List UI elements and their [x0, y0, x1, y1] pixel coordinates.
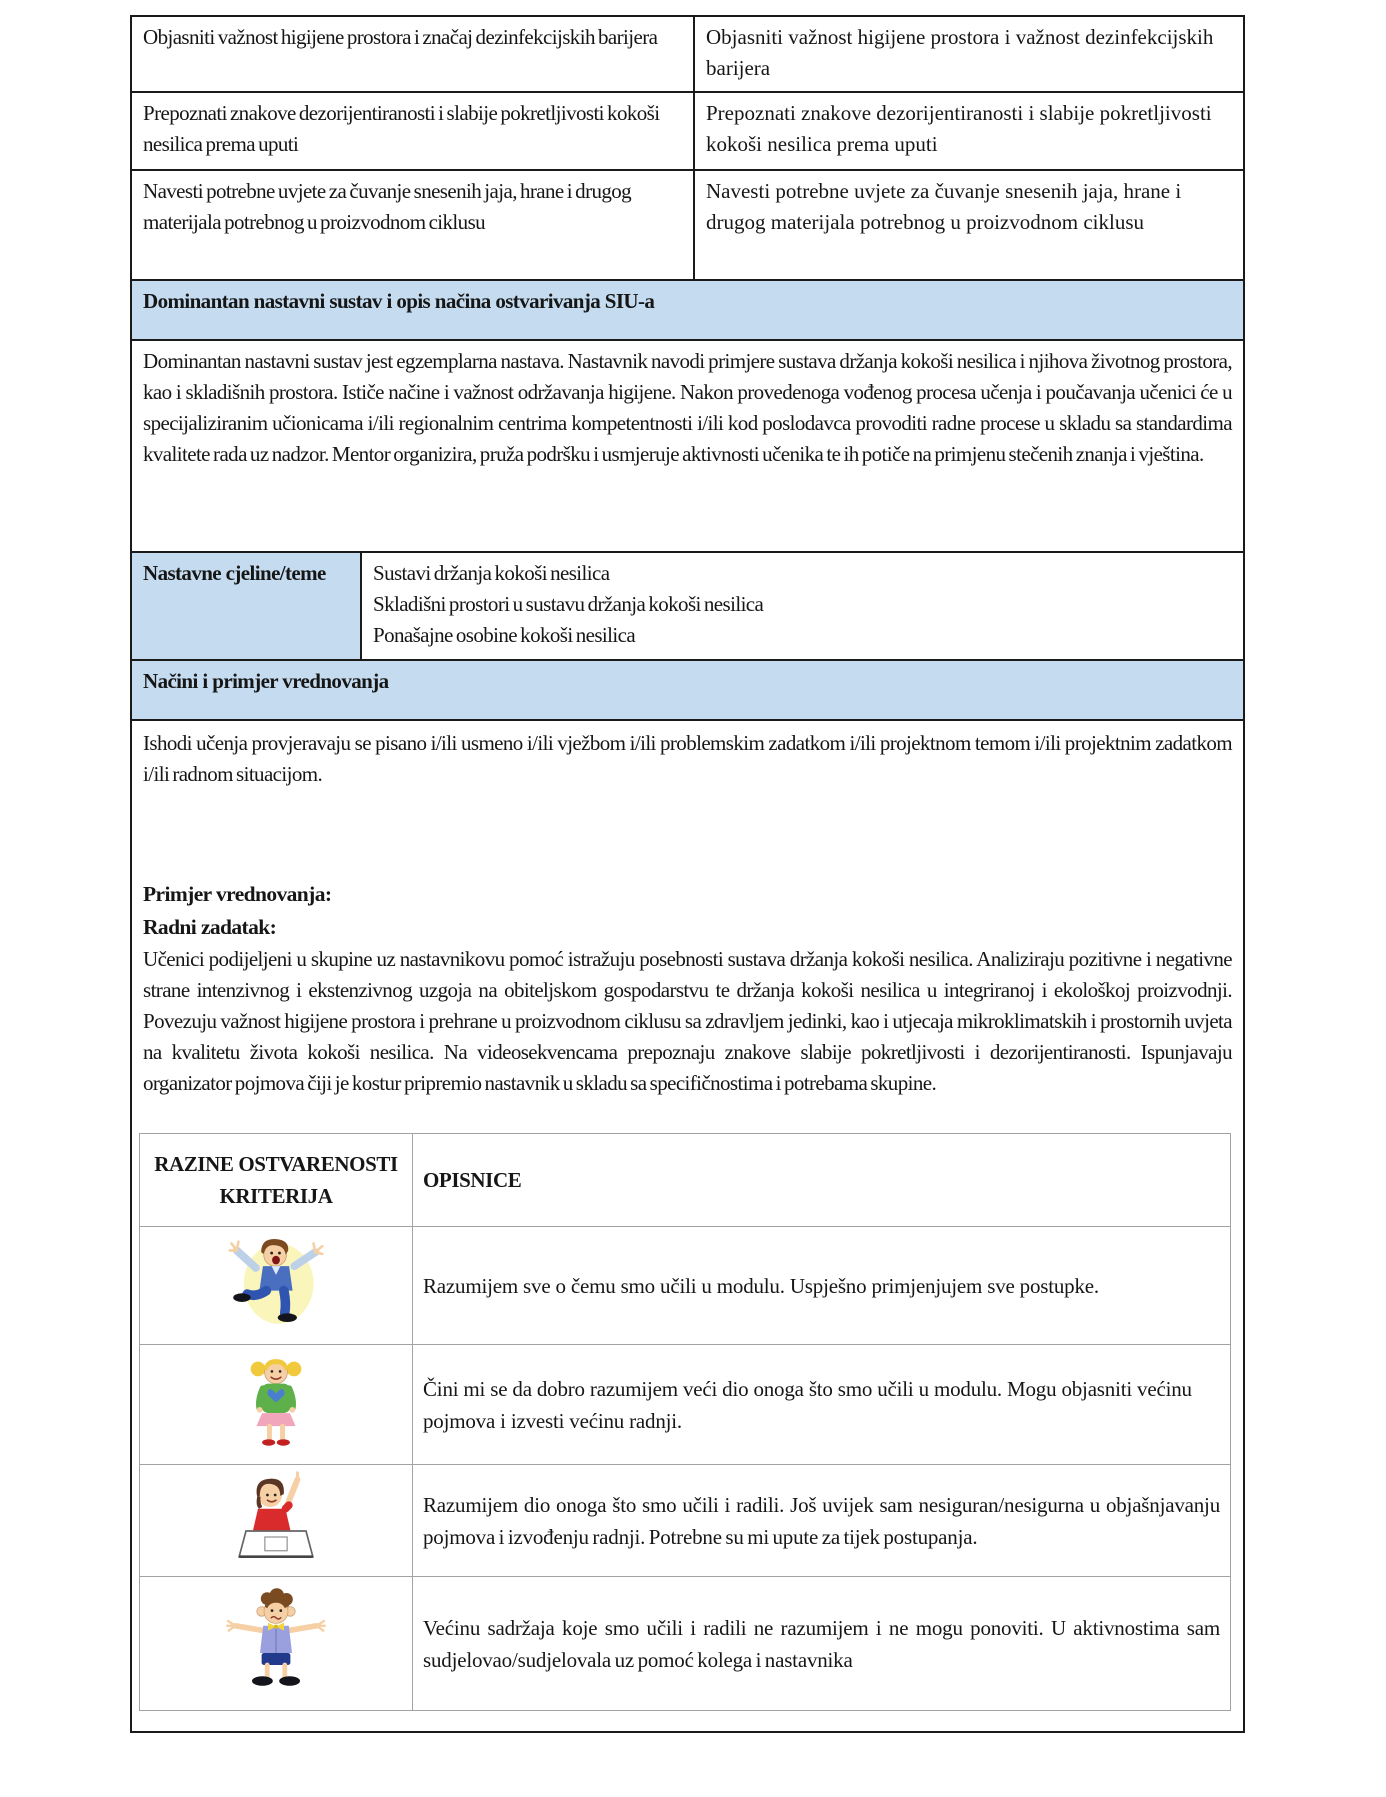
units-row [131, 552, 1244, 660]
unit-item: Ponašajne osobine kokoši nesilica [373, 623, 636, 647]
evaluation-intro: Ishodi učenja provjeravaju se pisano i/ili usmeno i/ili vježbom i/ili problemskim zadatkom i/ili projektnom temom i/ili projektnim zadatkom i/ili radnom situacijom. [143, 731, 1232, 786]
outcome-right-cell: Navesti potrebne uvjete za čuvanje snesenih jaja, hrane i drugog materijala potrebnog u proizvodnom ciklusu [694, 170, 1244, 280]
happy-dancing-student-image [210, 1233, 342, 1338]
levels-col1-header: RAZINE OSTVARENOSTI KRITERIJA [140, 1134, 413, 1227]
units-list [361, 552, 1244, 660]
unit-item: Skladišni prostori u sustavu držanja kokoši nesilica [373, 592, 764, 616]
outcome-left-cell: Prepoznati znakove dezorijentiranosti i slabije pokretljivosti kokoši nesilica prema uputi [131, 92, 694, 170]
evaluation-example-label: Primjer vrednovanja: [143, 882, 332, 906]
evaluation-body-row [131, 720, 1244, 1732]
outcome-right-cell: Prepoznati znakove dezorijentiranosti i slabije pokretljivosti kokoši nesilica prema uputi [694, 92, 1244, 170]
outcome-right-cell: Objasniti važnost higijene prostora i važnost dezinfekcijskih barijera [694, 16, 1244, 92]
unit-item: Sustavi držanja kokoši nesilica [373, 561, 610, 585]
evaluation-header-row [131, 660, 1244, 720]
level-image-cell [140, 1465, 413, 1577]
outcomes-row [131, 170, 1244, 280]
level-image-cell [140, 1345, 413, 1465]
level-row-insufficient [140, 1577, 1231, 1711]
level-row-partial [140, 1465, 1231, 1577]
units-label: Nastavne cjeline/teme [131, 552, 361, 660]
level-description: Čini mi se da dobro razumijem veći dio onoga što smo učili u modulu. Mogu objasniti većinu pojmova i izvesti većinu radnji. [413, 1345, 1231, 1465]
level-image-cell [140, 1227, 413, 1345]
level-description: Razumijem dio onoga što smo učili i radili. Još uvijek sam nesiguran/nesigurna u objašnjavanju pojmova i izvođenju radnji. Potrebne su mi upute za tijek postupanja. [413, 1465, 1231, 1577]
siu-section-body: Dominantan nastavni sustav jest egzemplarna nastava. Nastavnik navodi primjere sustava držanja kokoši nesilica i njihova životnog prostora, kao i skladišnih prostora. Ističe načine i važnost održavanja higijene. Nakon provedenoga vođenog procesa učenja i poučavanja učenici će u specijaliziranim učionicama i/ili regionalnim centrima kompetentnosti i/ili kod poslodavca provoditi radne procese u skladu sa standardima kvalitete rada uz nadzor. Mentor organizira, pruža podršku i usmjeruje aktivnosti učenika te ih potiče na primjenu stečenih znanja i vještina. [131, 340, 1244, 552]
evaluation-section-header: Načini i primjer vrednovanja [131, 660, 1244, 720]
siu-body-row [131, 340, 1244, 552]
evaluation-content-cell [131, 720, 1244, 1732]
siu-header-row [131, 280, 1244, 340]
spacer [143, 1099, 1232, 1133]
outcome-left-cell: Objasniti važnost higijene prostora i značaj dezinfekcijskih barijera [131, 16, 694, 92]
siu-section-header: Dominantan nastavni sustav i opis načina ostvarivanja SIU-a [131, 280, 1244, 340]
level-description: Većinu sadržaja koje smo učili i radili ne razumijem i ne mogu ponoviti. U aktivnostima sam sudjelovao/sudjelovala uz pomoć kolega i nastavnika [413, 1577, 1231, 1711]
evaluation-task-body: Učenici podijeljeni u skupine uz nastavnikovu pomoć istražuju posebnosti sustava držanja kokoši nesilica. Analiziraju pozitivne i negativne strane intenzivnog i ekstenzivnog uzgoja na obiteljskom gospodarstvu te držanja kokoši nesilica u integriranoj i ekološkoj proizvodnji. Povezuju važnost higijene prostora i prehrane u proizvodnom ciklusu sa zdravljem jedinki, kao i utjecaja mikroklimatskih i prostornih uvjeta na kvalitetu života kokoši nesilica. Na videosekvencama prepoznaju znakove slabije pokretljivosti i dezorijentiranosti. Ispunjavaju organizator pojmova čiji je kostur pripremio nastavnik u skladu sa specifičnostima i potrebama skupine. [143, 947, 1232, 1095]
level-row-excellent [140, 1227, 1231, 1345]
confused-shrugging-boy-image [216, 1583, 336, 1704]
levels-header-row [140, 1134, 1231, 1227]
evaluation-task-label: Radni zadatak: [143, 915, 277, 939]
spacer [143, 790, 1232, 878]
curriculum-table [130, 15, 1245, 1733]
curriculum-document [130, 15, 1243, 1733]
outcome-left-cell: Navesti potrebne uvjete za čuvanje snesenih jaja, hrane i drugog materijala potrebnog u proizvodnom ciklusu [131, 170, 694, 280]
level-row-good [140, 1345, 1231, 1465]
levels-col2-header: OPISNICE [413, 1134, 1231, 1227]
achievement-levels-table [139, 1133, 1231, 1711]
level-description: Razumijem sve o čemu smo učili u modulu. Uspješno primjenjujem sve postupke. [413, 1227, 1231, 1345]
smiling-girl-student-image [230, 1351, 322, 1458]
level-image-cell [140, 1577, 413, 1711]
girl-raising-hand-image [228, 1471, 324, 1570]
outcomes-row [131, 16, 1244, 92]
outcomes-row [131, 92, 1244, 170]
